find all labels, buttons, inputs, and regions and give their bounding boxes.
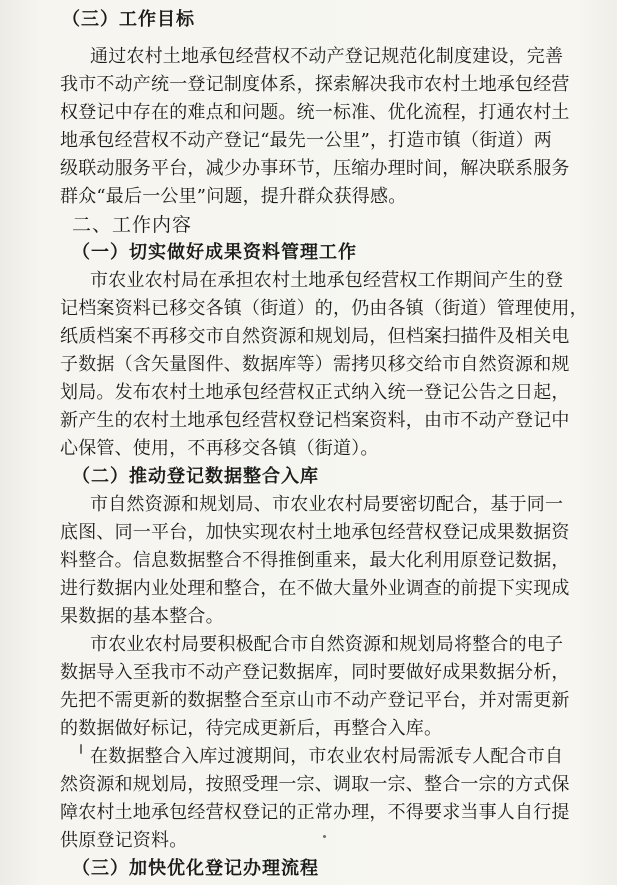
text-line: 新产生的农村土地承包经营权登记档案资料，由市不动产登记中 (60, 410, 570, 431)
text-line: 市自然资源和规划局、市农业农村局要密切配合，基于同一 (90, 494, 564, 515)
text-line: 然资源和规划局，按照受理一宗、调取一宗、整合一宗的方式保 (60, 774, 570, 795)
text-line: 果数据的基本整合。 (60, 606, 224, 627)
text-line: 纸质档案不再移交市自然资源和规划局，但档案扫描件及相关电 (60, 326, 570, 347)
subsection-heading-optimize-registration-process: （三）加快优化登记办理流程 (72, 858, 319, 879)
text-line: 划局。发布农村土地承包经营权正式纳入统一登记公告之日起， (60, 382, 570, 403)
text-line: 通过农村土地承包经营权不动产登记规范化制度建设，完善 (90, 46, 564, 67)
section-heading-work-objectives: （三）工作目标 (62, 9, 195, 30)
text-line: 在数据整合入库过渡期间，市农业农村局需派专人配合市自 (90, 746, 564, 767)
text-line: 数据导入至我市不动产登记数据库，同时要做好成果数据分析， (60, 662, 570, 683)
text-line: 的数据做好标记，待完成更新后，再整合入库。 (60, 718, 443, 739)
text-line: 供原登记资料。 (60, 830, 188, 851)
text-line: 心保管、使用，不再移交各镇（街道）。 (60, 438, 379, 459)
text-line: 权登记中存在的难点和问题。统一标准、优化流程，打通农村土 (60, 102, 570, 123)
text-line: 障农村土地承包经营权登记的正常办理，不得要求当事人自行提 (60, 802, 570, 823)
scan-speck (323, 835, 326, 838)
text-line: 进行数据内业处理和整合，在不做大量外业调查的前提下实现成 (60, 578, 570, 599)
text-line: 市农业农村局要积极配合市自然资源和规划局将整合的电子 (90, 634, 564, 655)
part-heading-work-content: 二、工作内容 (72, 214, 193, 236)
text-line: 记档案资料已移交各镇（街道）的，仍由各镇（街道）管理使用， (60, 298, 588, 319)
text-line: 先把不需更新的数据整合至京山市不动产登记平台，并对需更新 (60, 690, 570, 711)
text-line: 子数据（含矢量图件、数据库等）需拷贝移交给市自然资源和规 (60, 354, 570, 375)
text-line: 市农业农村局在承担农村土地承包经营权工作期间产生的登 (90, 270, 564, 291)
text-line: 级联动服务平台，减少办事环节，压缩办理时间，解决联系服务 (60, 158, 570, 179)
text-line: 底图、同一平台，加快实现农村土地承包经营权登记成果数据资 (60, 522, 570, 543)
text-line: 地承包经营权不动产登记“最先一公里”，打造市镇（街道）两 (60, 130, 553, 151)
text-line: 我市不动产统一登记制度体系，探索解决我市农村土地承包经营 (60, 74, 570, 95)
text-line: 群众“最后一公里”问题，提升群众获得感。 (60, 186, 407, 207)
scan-speck (80, 744, 82, 754)
subsection-heading-results-data-management: （一）切实做好成果资料管理工作 (72, 242, 357, 263)
text-line: 料整合。信息数据整合不得推倒重来，最大化利用原登记数据， (60, 550, 570, 571)
subsection-heading-data-integration: （二）推动登记数据整合入库 (72, 466, 319, 487)
